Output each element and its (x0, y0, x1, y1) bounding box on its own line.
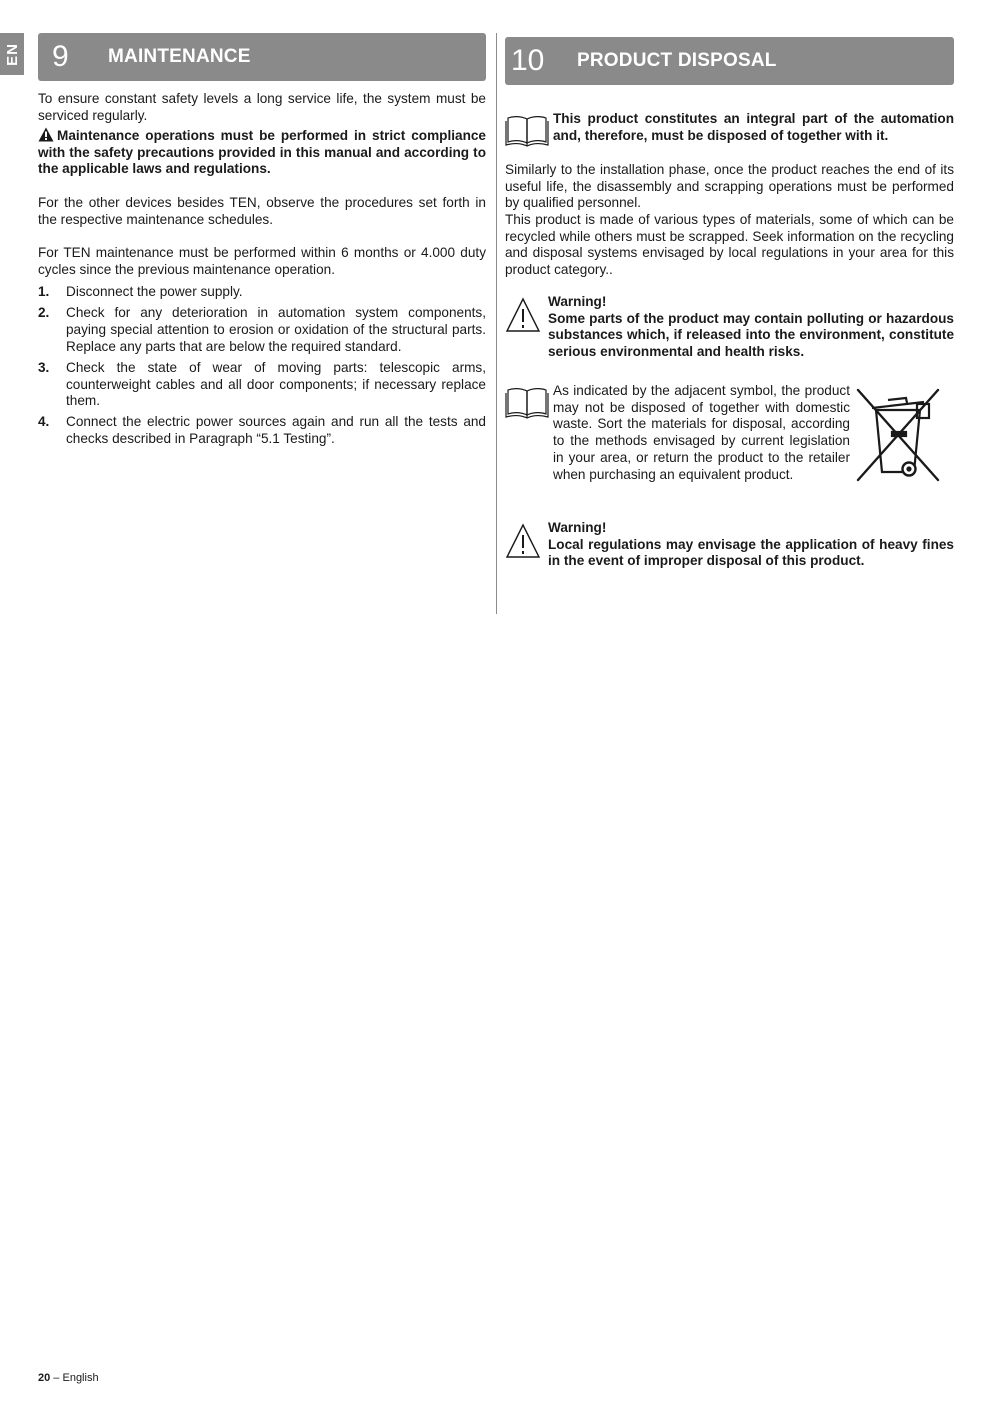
maintenance-intro-block (38, 91, 486, 124)
other-devices-block (38, 195, 486, 228)
page-footer (38, 1372, 99, 1384)
step-text: Disconnect the power supply. (66, 284, 243, 299)
warning-triangle-icon (505, 297, 541, 333)
warning1-text: Some parts of the product may contain polluting or hazardous substances which, if released into the environment, constitute serious environmental and health risks. (548, 310, 954, 360)
manual-book-icon (505, 113, 549, 147)
disposal-para2-block (505, 212, 954, 279)
maintenance-warning-block (38, 127, 486, 178)
step-text: Check for any deterioration in automation system components, paying special attention to erosion or oxidation of the structural parts. Replace any parts that are below the required standard. (66, 305, 486, 354)
list-item (38, 284, 486, 301)
list-item (38, 414, 486, 447)
warning2-text: Local regulations may envisage the application of heavy fines in the event of improper disposal of this product. (548, 536, 954, 569)
maintenance-intro: To ensure constant safety levels a long service life, the system must be serviced regularly. (38, 91, 486, 123)
language-tab (0, 33, 24, 75)
warning1-content (548, 294, 954, 361)
maintenance-header (38, 33, 486, 81)
step-text: Connect the electric power sources again and run all the tests and checks described in Paragraph “5.1 Testing”. (66, 414, 486, 447)
page-number: 20 (38, 1372, 51, 1384)
warning2-title: Warning! (548, 520, 607, 535)
integral-note: This product constitutes an integral part of the automation and, therefore, must be disposed of together with it. (553, 111, 954, 143)
disposal-para2: This product is made of various types of materials, some of which can be recycled while others must be scrapped. Seek information on the recycling and disposal systems envisaged by local regulations in your area for this product category.. (505, 212, 954, 278)
maintenance-warning-text: Maintenance operations must be performed in strict compliance with the safety precautions provided in this manual and according to the applicable laws and regulations. (38, 128, 486, 177)
ten-schedule-block (38, 245, 486, 278)
section-number: 10 (511, 44, 545, 77)
integral-note-row (505, 111, 954, 151)
manual-book-icon (505, 385, 549, 419)
language-tab-label: EN (3, 42, 21, 66)
step-number: 1. (38, 284, 50, 299)
warning1-row (505, 294, 954, 364)
section-title: PRODUCT DISPOSAL (577, 50, 777, 71)
list-item (38, 360, 486, 410)
maintenance-warning (38, 127, 486, 178)
step-text: Check the state of wear of moving parts: telescopic arms, counterweight cables and all door components; if necessary replace them. (66, 359, 486, 409)
step-number: 3. (38, 359, 50, 375)
column-divider (496, 33, 497, 614)
list-item (38, 305, 486, 355)
disposal-symbol-row (505, 383, 954, 503)
warning2-content (548, 520, 954, 570)
warning-triangle-icon (505, 523, 541, 559)
warning-triangle-icon (38, 127, 54, 142)
footer-language: English (62, 1372, 99, 1384)
steps-list (38, 284, 486, 448)
section-number: 9 (52, 40, 69, 73)
disposal-symbol-text: As indicated by the adjacent symbol, the product may not be disposed of together with domestic waste. Sort the materials for disposal, according to the methods envisaged by current legislation in your area, or return the product to the retailer when purchasing an equivalent product. (553, 383, 850, 482)
footer-separator: – (50, 1372, 63, 1384)
steps-list-block (38, 284, 486, 452)
section-title: MAINTENANCE (108, 46, 251, 67)
disposal-para1-block (505, 162, 954, 212)
step-number: 2. (38, 305, 50, 321)
step-number: 4. (38, 414, 50, 430)
ten-schedule-text: For TEN maintenance must be performed within 6 months or 4.000 duty cycles since the previous maintenance operation. (38, 245, 486, 277)
crossed-bin-icon (854, 386, 942, 484)
disposal-para1: Similarly to the installation phase, once the product reaches the end of its useful life, the disassembly and scrapping operations must be performed by qualified personnel. (505, 162, 954, 211)
disposal-header (505, 37, 954, 85)
other-devices-text: For the other devices besides TEN, observe the procedures set forth in the respective maintenance schedules. (38, 195, 486, 227)
warning1-title: Warning! (548, 294, 607, 309)
warning2-row (505, 520, 954, 580)
